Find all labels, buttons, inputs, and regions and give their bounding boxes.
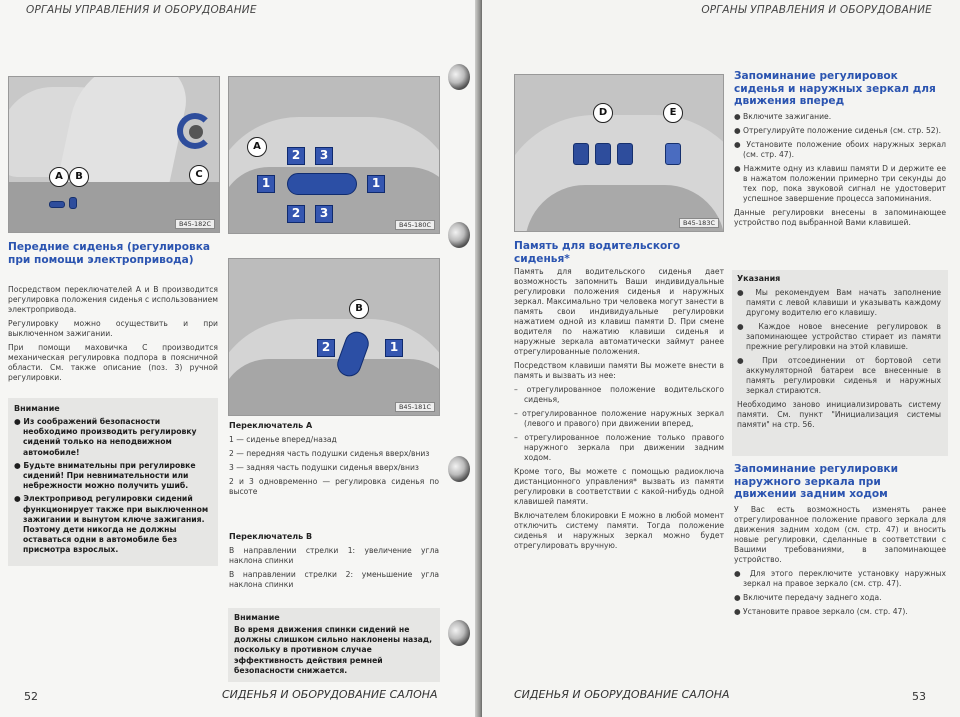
memory-key-1 [573,143,589,165]
switch-a-knob [49,201,65,208]
list-item: В направлении стрелки 2: уменьшение угла наклона спинки [229,570,439,589]
callout-e: E [663,103,683,123]
left-text-block [8,285,218,383]
callout-c: C [189,165,209,185]
paragraph: Включателем блокировки E можно в любой момент отключить систему памяти. Тогда положение сиденья и наружных зеркал можно будет отрегулировать вручную. [514,511,724,550]
paragraph: У Вас есть возможность изменять ранее отрегулированное положение правого зеркала для движения задним ходом (см. стр. 47) и вносить новые регулировки, сделанные в соответствии с Вашими требованиями, в запоминающее устройство. [734,505,946,564]
right-page-footer: СИДЕНЬЯ И ОБОРУДОВАНИЕ САЛОНА [514,688,730,701]
binding-ring [448,64,470,90]
paragraph: Память для водительского сиденья дает возможность запомнить Ваши индивидуальные регулировки положения сиденья и наружных зеркал. Максимально три человека могут занести в память свои индивидуальные регулировки нажатием одной из клавиш памяти D. При смене водителя по нажатию клавиши сиденья и наружные зеркала автоматически займут ранее отрегулированные положения. [514,267,724,356]
switch-b-description [229,532,439,590]
list-item: ● Нажмите одну из клавиш памяти D и держите ее в нажатом положении примерно три секунды до тех пор, пока звуковой сигнал не удостоверит успешное завершение процесса запоминания. [734,164,946,203]
mirror-text-block [734,505,946,617]
list-item: 2 и 3 одновременно — регулировка сиденья по высоте [229,477,439,496]
paragraph: Посредством переключателей A и B производится регулировка положения сиденья с использованием электропривода. [8,285,218,314]
paragraph: Данные регулировки внесены в запоминающее устройство под выбранной Вами клавишей. [734,208,946,227]
arrow-1: 1 [385,339,403,357]
arrow-2-top: 2 [287,147,305,165]
warning-text: Во время движения спинки сидений не должны слишком сильно наклонены назад, поскольку в противном случае эффективность действия ремней безопасности снижается. [234,625,432,675]
callout-a: A [247,137,267,157]
paragraph: Кроме того, Вы можете с помощью радиоключа дистанционного управления* вызвать из памяти регулировки в соответствии с какой-нибудь одной клавишей памяти. [514,467,724,506]
warning-item: ● Будьте внимательны при регулировке сидений! При невнимательности или небрежности можно получить ушиб. [14,460,196,491]
callout-b: B [69,167,89,187]
figure-code: B45-181C [395,402,435,412]
mirror-section-title: Запоминание регулировки наружного зеркала при движении задним ходом [734,463,899,500]
memory-switch-figure [514,74,724,232]
hint-item: ● При отсоединении от бортовой сети аккумуляторной батареи все внесенные в память регулировки сиденья и наружных зеркал стираются. [737,356,941,395]
hint-item: ● Каждое новое внесение регулировок в запоминающее устройство стирает из памяти прежние регулировки на этой клавише. [737,322,941,351]
list-item: ● Включите передачу заднего хода. [734,593,882,602]
arrow-3-top: 3 [315,147,333,165]
page-number: 53 [912,690,926,703]
switch-a-title: Переключатель A [229,421,313,430]
list-item: ● Для этого переключите установку наружных зеркал на правое зеркало (см. стр. 47). [734,569,946,588]
list-item: ● Установите правое зеркало (см. стр. 47). [734,607,908,616]
switch-b-knob [69,197,77,209]
warning-title: Внимание [234,613,280,622]
warning-item: ● Из соображений безопасности необходимо производить регулировку сидений только на неподвижном автомобиле! [14,417,197,457]
lumbar-knob [189,125,203,139]
right-page-header: ОРГАНЫ УПРАВЛЕНИЯ И ОБОРУДОВАНИЕ [701,4,932,16]
list-item: – отрегулированное положение наружных зеркал (левого и правого) при движении вперед, [514,409,724,428]
callout-a: A [49,167,69,187]
switch-a-control [287,173,357,195]
list-item: ● Включите зажигание. [734,112,832,121]
right-page [482,0,960,717]
callout-d: D [593,103,613,123]
callout-b: B [349,299,369,319]
arrow-2-bottom: 2 [287,205,305,223]
switch-b-title: Переключатель B [229,532,313,541]
switch-a-figure [228,76,440,234]
left-page-footer: СИДЕНЬЯ И ОБОРУДОВАНИЕ САЛОНА [222,688,438,701]
memory-text-block [514,267,724,551]
figure-code: B45-180C [395,220,435,230]
arrow-1-left: 1 [257,175,275,193]
list-item: ● Установите положение обоих наружных зеркал (см. стр. 47). [734,140,946,159]
memory-section-title: Память для водительского сиденья* [514,240,681,265]
page-number: 52 [24,690,38,703]
list-item: – отрегулированное положение водительского сиденья, [514,385,724,404]
paragraph: Регулировку можно осуществить и при выключенном зажигании. [8,319,218,338]
section-title: Передние сиденья (регулировка при помощи электропривода) [8,241,211,266]
paragraph: При помощи маховичка C производится механическая регулировка подпора в поясничной области. См. также описание (поз. 3) ручной регулировки. [8,343,218,382]
left-page-header: ОРГАНЫ УПРАВЛЕНИЯ И ОБОРУДОВАНИЕ [26,4,257,16]
lock-switch [665,143,681,165]
memory-key-2 [595,143,611,165]
list-item: 3 — задняя часть подушки сиденья вверх/вниз [229,463,419,472]
figure-code: B45-183C [679,218,719,228]
warning-box [8,398,218,566]
hints-title: Указания [737,274,781,283]
arrow-1-right: 1 [367,175,385,193]
binding-ring [448,620,470,646]
list-item: ● Отрегулируйте положение сиденья (см. стр. 52). [734,126,942,135]
arrow-2: 2 [317,339,335,357]
list-item: 2 — передняя часть подушки сиденья вверх/вниз [229,449,430,458]
warning-item: ● Электропривод регулировки сидений функционирует также при выключенном зажигании и вынутом ключе зажигания. Поэтому дети никогда не должны оставаться одни в автомобиле без присмотра взрослых. [14,494,209,555]
save-text-block [734,112,946,228]
list-item: 1 — сиденье вперед/назад [229,435,337,444]
list-item: В направлении стрелки 1: увеличение угла наклона спинки [229,546,439,565]
seat-overview-figure [8,76,220,233]
switch-b-figure [228,258,440,416]
binding-ring [448,456,470,482]
paragraph: Необходимо заново инициализировать систему памяти. См. пункт "Инициализация системы памяти" на стр. 56. [737,400,941,429]
binding-ring [448,222,470,248]
warning-box-bottom [228,608,440,682]
arrow-3-bottom: 3 [315,205,333,223]
memory-key-3 [617,143,633,165]
list-item: – отрегулированное положение только правого наружного зеркала при движении задним ходом. [514,433,724,462]
warning-title: Внимание [14,404,60,413]
hint-item: ● Мы рекомендуем Вам начать заполнение памяти с левой клавиши и указывать каждому другому водителю его клавишу. [737,288,941,317]
save-section-title: Запоминание регулировок сиденья и наружных зеркал для движения вперед [734,70,936,107]
paragraph: Посредством клавиши памяти Вы можете внести в память и вызвать из нее: [514,361,724,380]
hints-box [732,270,948,456]
figure-code: B45-182C [175,219,215,229]
switch-a-description [229,421,439,497]
